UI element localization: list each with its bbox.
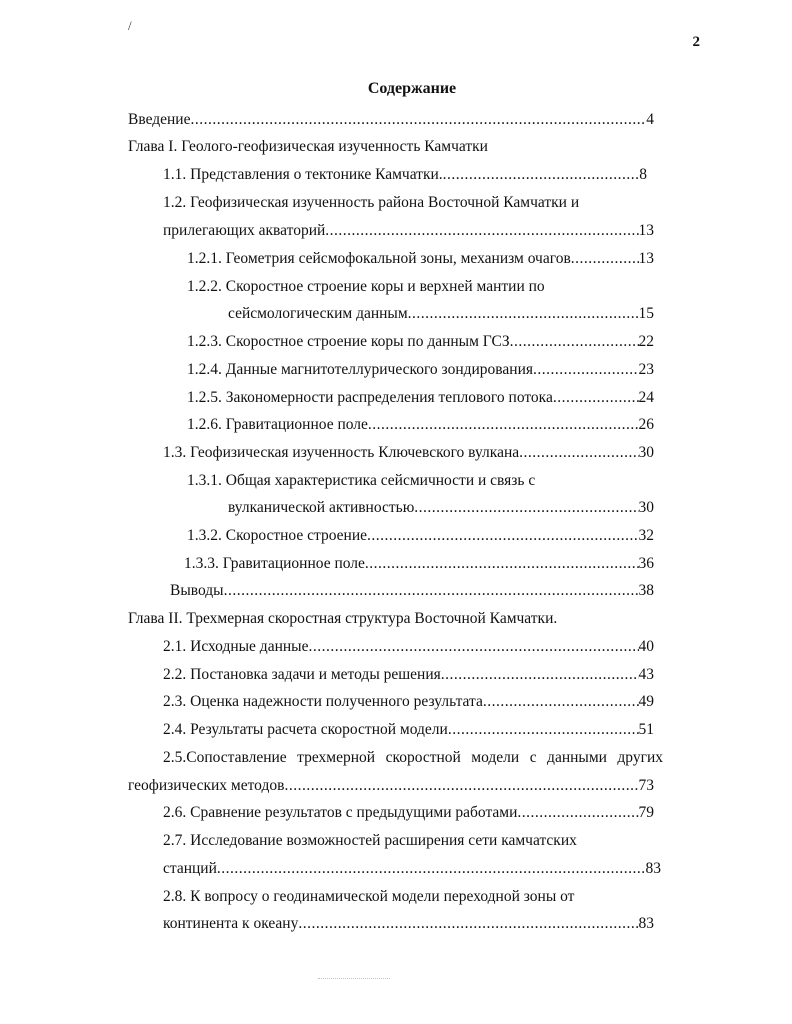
toc-entry-page: 49 [638,693,654,710]
toc-entry-2-7-cont[interactable] [163,859,661,879]
toc-entry-text: 2.3. Оценка надежности полученного результата [163,693,483,710]
toc-entry-text: 2.1. Исходные данные [163,638,309,655]
toc-entry-intro[interactable] [128,110,654,130]
toc-entry-1-3-3[interactable] [184,554,654,574]
toc-entry-1-2-5[interactable] [187,388,654,408]
toc-entry-page: 26 [638,416,654,433]
toc-entry-text: Введение [128,111,191,128]
toc-entry-2-3[interactable] [163,692,654,712]
toc-entry-text: 1.2.3. Скоростное строение коры по данным ГСЗ [187,333,510,350]
toc-entry-2-8-cont[interactable] [163,914,654,934]
toc-entry-1-3-1[interactable]: 1.3.1. Общая характеристика сейсмичности и связь с [187,472,536,489]
toc-entry-1-2-2-cont[interactable] [228,304,654,324]
toc-entry-1-2-cont[interactable] [163,221,654,241]
toc-entry-page: 43 [638,666,654,683]
toc-entry-page: 22 [638,333,654,350]
toc-entry-2-6[interactable] [163,803,654,823]
toc-entry-2-7[interactable]: 2.7. Исследование возможностей расширения сети камчатских [163,832,577,849]
toc-entry-page: 40 [638,638,654,655]
toc-entry-text: 1.1. Представления о тектонике Камчатки. [163,166,443,183]
toc-entry-1-3-1-cont[interactable] [228,498,654,518]
toc-entry-page: 4 [646,111,654,128]
page-number: 2 [692,34,700,50]
toc-entry-page: 83 [638,915,654,932]
toc-entry-1-1[interactable] [163,165,647,185]
scan-smudge [318,978,390,982]
toc-entry-page: 79 [638,804,654,821]
toc-chapter-1[interactable]: Глава I. Геолого-геофизическая изученность Камчатки [128,138,488,155]
toc-entry-2-5[interactable]: 2.5.Сопоставление трехмерной скоростной модели с данными других [163,749,663,766]
toc-entry-text: вулканической активностью [228,499,415,516]
toc-entry-1-2-3[interactable] [187,332,654,352]
toc-entry-text: прилегающих акваторий [163,222,326,239]
toc-entry-page: 24 [638,389,654,406]
toc-entry-page: 13 [638,222,654,239]
toc-entry-1-2-6[interactable] [187,415,654,435]
toc-entry-page: 83 [645,860,661,877]
toc-entry-text: сейсмологическим данным [228,305,408,322]
toc-entry-page: 15 [638,305,654,322]
toc-entry-text: 1.3.2. Скоростное строение [187,527,367,544]
toc-entry-text: 2.4. Результаты расчета скоростной модели [163,721,448,738]
toc-entry-text: 1.3.3. Гравитационное поле [184,555,365,572]
toc-entry-page: 38 [638,582,654,599]
toc-entry-text: 2.2. Постановка задачи и методы решения [163,666,441,683]
toc-entry-page: 30 [638,444,654,461]
toc-entry-text: 1.2.4. Данные магнитотеллурического зондирования [187,361,534,378]
toc-entry-page: 30 [638,499,654,516]
toc-entry-text: 1.3. Геофизическая изученность Ключевского вулкана [163,444,520,461]
toc-entry-page: 36 [638,555,654,572]
toc-entry-2-4[interactable] [163,720,654,740]
toc-entry-page: 13 [638,250,654,267]
toc-entry-text: Выводы [170,582,224,599]
toc-entry-page: 73 [638,777,654,794]
toc-entry-text: континента к океану [163,915,299,932]
toc-entry-2-1[interactable] [163,637,654,657]
toc-entry-1-3[interactable] [163,443,654,463]
toc-entry-text: геофизических методов [128,777,285,794]
toc-entry-1-2-1[interactable] [187,249,654,269]
toc-entry-1-2-4[interactable] [187,360,654,380]
toc-entry-page: 32 [638,527,654,544]
toc-entry-2-8[interactable]: 2.8. К вопросу о геодинамической модели переходной зоны от [163,888,575,905]
toc-entry-text: 1.2.1. Геометрия сейсмофокальной зоны, механизм очагов [187,250,571,267]
toc-entry-page: 8 [639,166,647,183]
toc-entry-1-3-2[interactable] [187,526,654,546]
toc-entry-text: 1.2.5. Закономерности распределения теплового потока [187,389,553,406]
stray-mark: / [128,18,132,33]
toc-entry-text: станций [163,860,217,877]
toc-entry-2-5-cont[interactable] [128,776,654,796]
toc-entry-conclusions[interactable] [170,581,654,601]
toc-entry-text: 1.2.6. Гравитационное поле [187,416,368,433]
page-title: Содержание [367,80,457,97]
toc-entry-1-2[interactable]: 1.2. Геофизическая изученность района Восточной Камчатки и [163,194,580,211]
toc-entry-page: 51 [638,721,654,738]
toc-entry-text: 2.6. Сравнение результатов с предыдущими работами [163,804,518,821]
toc-entry-page: 23 [638,361,654,378]
toc-chapter-2[interactable]: Глава II. Трехмерная скоростная структура Восточной Камчатки. [128,610,558,627]
toc-entry-2-2[interactable] [163,665,654,685]
toc-entry-1-2-2[interactable]: 1.2.2. Скоростное строение коры и верхней мантии по [187,278,545,295]
